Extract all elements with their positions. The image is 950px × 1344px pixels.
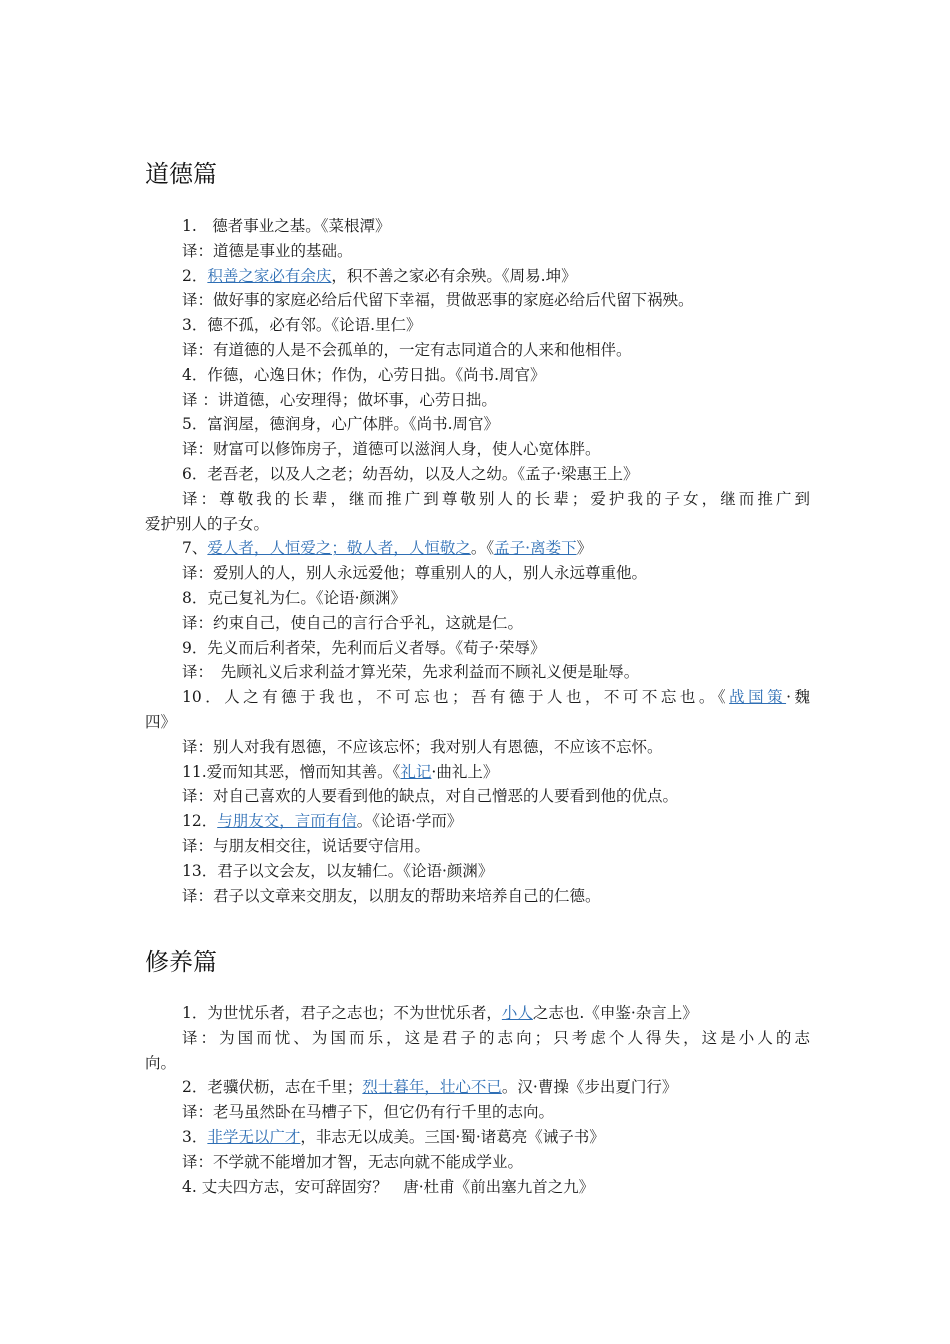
text-line bbox=[145, 1150, 810, 1175]
text-run: 2．老骥伏枥，志在千里； bbox=[182, 1078, 363, 1097]
text-run: ，积不善之家必有余殃。《周易.坤》 bbox=[331, 266, 577, 285]
text-line bbox=[145, 412, 810, 437]
text-run: 译：不学就不能增加才智，无志向就不能成学业。 bbox=[182, 1152, 524, 1171]
text-run: 爱护别人的子女。 bbox=[145, 514, 270, 533]
text-line bbox=[145, 1175, 810, 1200]
text-run: 2． bbox=[182, 266, 208, 285]
text-run: 向。 bbox=[145, 1053, 177, 1072]
text-line bbox=[145, 313, 810, 338]
section-title-cultivation: 修养篇 bbox=[145, 948, 217, 976]
text-run: 四》 bbox=[145, 712, 177, 731]
text-run: 13．君子以文会友，以友辅仁。《论语·颜渊》 bbox=[182, 861, 494, 880]
text-line bbox=[145, 363, 810, 388]
text-run: ·魏 bbox=[786, 688, 810, 707]
text-line bbox=[145, 536, 810, 561]
text-run: 9．先义而后利者荣，先利而后义者辱。《荀子·荣辱》 bbox=[182, 638, 546, 657]
text-line bbox=[145, 388, 810, 413]
text-run: ，非志无以成美。三国·蜀·诸葛亮《诫子书》 bbox=[300, 1127, 605, 1146]
text-run: 译：道德是事业的基础。 bbox=[182, 241, 353, 260]
text-line bbox=[145, 784, 810, 809]
text-run: 4. 丈夫四方志，安可辞固穷？ 唐·杜甫《前出塞九首之九》 bbox=[182, 1177, 595, 1196]
text-run: 3．德不孤，必有邻。《论语.里仁》 bbox=[182, 316, 422, 335]
text-run: 译：老马虽然卧在马槽子下，但它仍有行千里的志向。 bbox=[182, 1103, 555, 1122]
hyperlink[interactable]: 爱人者，人恒爱之；敬人者，人恒敬之 bbox=[207, 539, 471, 558]
text-run: 之志也.《申鉴·杂言上》 bbox=[532, 1004, 698, 1022]
text-run: 12． bbox=[182, 812, 218, 831]
text-line bbox=[145, 487, 810, 512]
hyperlink[interactable]: 礼记 bbox=[400, 762, 432, 781]
text-line bbox=[145, 636, 810, 661]
text-run: 8．克己复礼为仁。《论语·颜渊》 bbox=[182, 588, 407, 607]
hyperlink[interactable]: 与朋友交，言而有信 bbox=[217, 812, 357, 831]
text-run: 1. 德者事业之基。《菜根潭》 bbox=[182, 217, 391, 235]
text-line bbox=[145, 264, 810, 289]
text-run: 11.爱而知其恶，憎而知其善。《 bbox=[182, 762, 401, 781]
text-run: 6．老吾老，以及人之老；幼吾幼，以及人之幼。《孟子·梁惠王上》 bbox=[182, 464, 639, 483]
text-line bbox=[145, 1125, 810, 1150]
text-run: 译：为国而忧、为国而乐，这是君子的志向；只考虑个人得失，这是小人的志 bbox=[182, 1028, 810, 1047]
text-run: 译： 先顾礼义后求利益才算光荣，先求利益而不顾礼义便是耻辱。 bbox=[182, 663, 640, 682]
text-line bbox=[145, 1001, 810, 1026]
text-line bbox=[145, 884, 810, 909]
text-run: 译：爱别人的人，别人永远爱他；尊重别人的人，别人永远尊重他。 bbox=[182, 564, 648, 583]
hyperlink[interactable]: 积善之家必有余庆 bbox=[207, 266, 332, 285]
text-line bbox=[145, 586, 810, 611]
text-line bbox=[145, 338, 810, 363]
text-run: 译：别人对我有恩德，不应该忘怀；我对别人有恩德，不应该不忘怀。 bbox=[182, 737, 663, 756]
text-run: 1．为世忧乐者，君子之志也；不为世忧乐者， bbox=[182, 1004, 502, 1022]
text-line bbox=[145, 437, 810, 462]
text-run: 7、 bbox=[182, 539, 208, 558]
text-line bbox=[145, 710, 810, 735]
text-run: 。《论语·学而》 bbox=[356, 812, 463, 831]
text-line bbox=[145, 859, 810, 884]
text-line bbox=[145, 611, 810, 636]
text-line bbox=[145, 1075, 810, 1100]
section-title-morality: 道德篇 bbox=[145, 160, 217, 188]
section-body-cultivation bbox=[145, 1001, 810, 1199]
text-run: 译：财富可以修饰房子，道德可以滋润人身，使人心宽体胖。 bbox=[182, 440, 601, 459]
text-run: 5．富润屋，德润身，心广体胖。《尚书.周官》 bbox=[182, 415, 500, 434]
hyperlink[interactable]: 烈士暮年，壮心不已 bbox=[362, 1078, 502, 1097]
text-line bbox=[145, 685, 810, 710]
section-body-morality bbox=[145, 214, 810, 908]
text-run: 译：有道德的人是不会孤单的，一定有志同道合的人来和他相伴。 bbox=[182, 340, 632, 359]
text-line bbox=[145, 735, 810, 760]
text-line bbox=[145, 760, 810, 785]
text-line bbox=[145, 660, 810, 685]
text-run: 4．作德，心逸日休；作伪，心劳日拙。《尚书.周官》 bbox=[182, 365, 546, 384]
text-run: ·曲礼上》 bbox=[431, 762, 499, 781]
text-line bbox=[145, 561, 810, 586]
text-run: 译：对自己喜欢的人要看到他的缺点，对自己憎恶的人要看到他的优点。 bbox=[182, 787, 679, 806]
text-line bbox=[145, 809, 810, 834]
hyperlink[interactable]: 战国策 bbox=[729, 688, 787, 707]
text-run: 。《 bbox=[470, 539, 495, 558]
text-line bbox=[145, 1051, 810, 1076]
hyperlink[interactable]: 孟子·离娄下 bbox=[494, 539, 577, 558]
hyperlink[interactable]: 小人 bbox=[501, 1004, 533, 1022]
text-line bbox=[145, 512, 810, 537]
text-run: 译：约束自己，使自己的言行合乎礼，这就是仁。 bbox=[182, 613, 524, 632]
text-line bbox=[145, 462, 810, 487]
text-line bbox=[145, 288, 810, 313]
text-line bbox=[145, 1100, 810, 1125]
text-line bbox=[145, 834, 810, 859]
text-run: 译：与朋友相交往，说话要守信用。 bbox=[182, 836, 431, 855]
text-line bbox=[145, 1026, 810, 1051]
text-run: 3． bbox=[182, 1127, 208, 1146]
text-run: 译：做好事的家庭必给后代留下幸福，贯做恶事的家庭必给后代留下祸殃。 bbox=[182, 291, 694, 310]
text-run: 译 ：讲道德，心安理得；做坏事，心劳日拙。 bbox=[182, 390, 497, 409]
text-run: 译：尊敬我的长辈，继而推广到尊敬别人的长辈；爱护我的子女，继而推广到 bbox=[182, 489, 810, 508]
text-line bbox=[145, 239, 810, 264]
text-run: 10．人之有德于我也，不可忘也；吾有德于人也，不可不忘也。《 bbox=[182, 688, 730, 707]
hyperlink[interactable]: 非学无以广才 bbox=[207, 1127, 301, 1146]
text-line bbox=[145, 214, 810, 239]
text-run: 译：君子以文章来交朋友，以朋友的帮助来培养自己的仁德。 bbox=[182, 886, 601, 905]
text-run: 》 bbox=[576, 539, 593, 558]
text-run: 。汉·曹操《步出夏门行》 bbox=[501, 1078, 678, 1097]
